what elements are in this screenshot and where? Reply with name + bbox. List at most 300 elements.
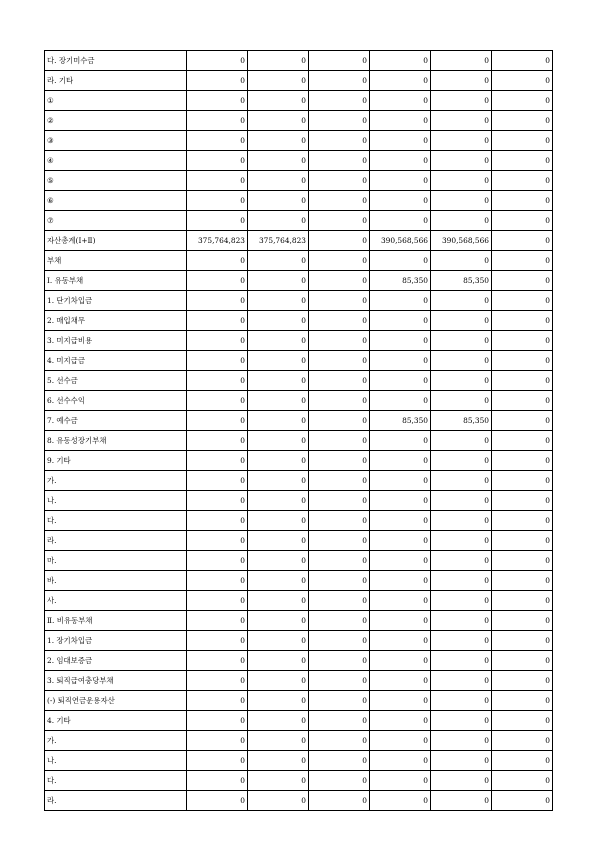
- amount-cell-5: 0: [431, 211, 492, 231]
- table-row: [45, 751, 553, 771]
- amount-cell-5: 0: [431, 711, 492, 731]
- amount-cell-5: 0: [431, 611, 492, 631]
- amount-cell-3: 0: [309, 731, 370, 751]
- amount-cell-3: 0: [309, 231, 370, 251]
- amount-cell-1: 0: [187, 131, 248, 151]
- amount-cell-6: 0: [492, 71, 553, 91]
- row-label: 5. 선수금: [45, 371, 187, 391]
- amount-cell-5: 390,568,566: [431, 231, 492, 251]
- table-row: [45, 331, 553, 351]
- amount-cell-2: 0: [248, 451, 309, 471]
- row-label: 4. 미지급금: [45, 351, 187, 371]
- amount-cell-1: 0: [187, 491, 248, 511]
- table-body: [45, 51, 553, 811]
- amount-cell-4: 0: [370, 371, 431, 391]
- row-label: 다.: [45, 511, 187, 531]
- amount-cell-4: 0: [370, 191, 431, 211]
- table-row: [45, 651, 553, 671]
- amount-cell-1: 0: [187, 731, 248, 751]
- amount-cell-5: 0: [431, 71, 492, 91]
- amount-cell-4: 0: [370, 671, 431, 691]
- table-row: [45, 791, 553, 811]
- amount-cell-6: 0: [492, 531, 553, 551]
- amount-cell-2: 0: [248, 651, 309, 671]
- table-row: [45, 431, 553, 451]
- amount-cell-4: 0: [370, 711, 431, 731]
- table-row: [45, 71, 553, 91]
- amount-cell-4: 0: [370, 211, 431, 231]
- amount-cell-1: 0: [187, 451, 248, 471]
- amount-cell-4: 0: [370, 391, 431, 411]
- financial-statement-table: [44, 50, 553, 811]
- amount-cell-4: 0: [370, 691, 431, 711]
- table-row: [45, 671, 553, 691]
- row-label: 가.: [45, 471, 187, 491]
- amount-cell-3: 0: [309, 311, 370, 331]
- amount-cell-1: 0: [187, 211, 248, 231]
- table-row: [45, 411, 553, 431]
- amount-cell-4: 0: [370, 291, 431, 311]
- amount-cell-5: 0: [431, 571, 492, 591]
- row-label: Ⅰ. 유동부채: [45, 271, 187, 291]
- amount-cell-2: 0: [248, 251, 309, 271]
- amount-cell-2: 0: [248, 611, 309, 631]
- amount-cell-1: 0: [187, 511, 248, 531]
- amount-cell-3: 0: [309, 491, 370, 511]
- amount-cell-6: 0: [492, 291, 553, 311]
- amount-cell-1: 0: [187, 671, 248, 691]
- amount-cell-4: 0: [370, 471, 431, 491]
- amount-cell-4: 0: [370, 351, 431, 371]
- table-row: [45, 511, 553, 531]
- amount-cell-4: 0: [370, 491, 431, 511]
- amount-cell-6: 0: [492, 311, 553, 331]
- amount-cell-5: 0: [431, 171, 492, 191]
- amount-cell-6: 0: [492, 151, 553, 171]
- amount-cell-3: 0: [309, 431, 370, 451]
- amount-cell-4: 0: [370, 131, 431, 151]
- amount-cell-3: 0: [309, 611, 370, 631]
- amount-cell-1: 0: [187, 471, 248, 491]
- amount-cell-2: 0: [248, 131, 309, 151]
- amount-cell-1: 0: [187, 111, 248, 131]
- amount-cell-6: 0: [492, 271, 553, 291]
- amount-cell-5: 0: [431, 251, 492, 271]
- amount-cell-4: 0: [370, 591, 431, 611]
- amount-cell-5: 0: [431, 691, 492, 711]
- amount-cell-1: 0: [187, 51, 248, 71]
- amount-cell-2: 0: [248, 311, 309, 331]
- row-label: Ⅱ. 비유동부채: [45, 611, 187, 631]
- amount-cell-2: 0: [248, 111, 309, 131]
- amount-cell-6: 0: [492, 711, 553, 731]
- amount-cell-4: 0: [370, 551, 431, 571]
- amount-cell-1: 0: [187, 311, 248, 331]
- amount-cell-2: 0: [248, 531, 309, 551]
- amount-cell-1: 0: [187, 771, 248, 791]
- row-label: 사.: [45, 591, 187, 611]
- amount-cell-4: 0: [370, 331, 431, 351]
- table-row: [45, 451, 553, 471]
- row-label: 나.: [45, 751, 187, 771]
- row-label: 7. 예수금: [45, 411, 187, 431]
- amount-cell-4: 0: [370, 731, 431, 751]
- amount-cell-6: 0: [492, 91, 553, 111]
- amount-cell-6: 0: [492, 491, 553, 511]
- amount-cell-1: 0: [187, 91, 248, 111]
- row-label: 라. 기타: [45, 71, 187, 91]
- row-label: 부채: [45, 251, 187, 271]
- amount-cell-1: 0: [187, 371, 248, 391]
- amount-cell-4: 0: [370, 771, 431, 791]
- amount-cell-3: 0: [309, 511, 370, 531]
- amount-cell-6: 0: [492, 111, 553, 131]
- amount-cell-2: 0: [248, 431, 309, 451]
- amount-cell-3: 0: [309, 691, 370, 711]
- amount-cell-4: 0: [370, 171, 431, 191]
- table-row: [45, 231, 553, 251]
- amount-cell-6: 0: [492, 171, 553, 191]
- amount-cell-2: 0: [248, 271, 309, 291]
- amount-cell-3: 0: [309, 551, 370, 571]
- amount-cell-4: 85,350: [370, 411, 431, 431]
- amount-cell-3: 0: [309, 751, 370, 771]
- row-label: ⑦: [45, 211, 187, 231]
- amount-cell-2: 0: [248, 771, 309, 791]
- amount-cell-3: 0: [309, 531, 370, 551]
- amount-cell-2: 375,764,823: [248, 231, 309, 251]
- amount-cell-1: 0: [187, 531, 248, 551]
- amount-cell-6: 0: [492, 691, 553, 711]
- amount-cell-5: 0: [431, 751, 492, 771]
- amount-cell-5: 0: [431, 591, 492, 611]
- amount-cell-6: 0: [492, 731, 553, 751]
- amount-cell-6: 0: [492, 331, 553, 351]
- row-label: 다. 장기미수금: [45, 51, 187, 71]
- amount-cell-4: 0: [370, 511, 431, 531]
- amount-cell-5: 0: [431, 471, 492, 491]
- amount-cell-5: 0: [431, 151, 492, 171]
- amount-cell-3: 0: [309, 391, 370, 411]
- amount-cell-6: 0: [492, 651, 553, 671]
- amount-cell-3: 0: [309, 771, 370, 791]
- amount-cell-5: 0: [431, 451, 492, 471]
- table-row: [45, 291, 553, 311]
- amount-cell-2: 0: [248, 591, 309, 611]
- amount-cell-6: 0: [492, 371, 553, 391]
- row-label: 나.: [45, 491, 187, 511]
- table-row: [45, 371, 553, 391]
- amount-cell-6: 0: [492, 431, 553, 451]
- amount-cell-3: 0: [309, 51, 370, 71]
- amount-cell-6: 0: [492, 211, 553, 231]
- row-label: 라.: [45, 531, 187, 551]
- amount-cell-2: 0: [248, 551, 309, 571]
- amount-cell-1: 0: [187, 151, 248, 171]
- table-row: [45, 131, 553, 151]
- amount-cell-4: 0: [370, 651, 431, 671]
- amount-cell-3: 0: [309, 171, 370, 191]
- amount-cell-3: 0: [309, 451, 370, 471]
- table-row: [45, 351, 553, 371]
- table-row: [45, 91, 553, 111]
- amount-cell-1: 0: [187, 591, 248, 611]
- amount-cell-2: 0: [248, 391, 309, 411]
- amount-cell-3: 0: [309, 571, 370, 591]
- amount-cell-2: 0: [248, 671, 309, 691]
- amount-cell-6: 0: [492, 131, 553, 151]
- amount-cell-6: 0: [492, 791, 553, 811]
- amount-cell-6: 0: [492, 511, 553, 531]
- table-row: [45, 631, 553, 651]
- amount-cell-5: 0: [431, 531, 492, 551]
- table-row: [45, 711, 553, 731]
- amount-cell-4: 0: [370, 111, 431, 131]
- table-row: [45, 51, 553, 71]
- amount-cell-3: 0: [309, 211, 370, 231]
- amount-cell-3: 0: [309, 411, 370, 431]
- amount-cell-6: 0: [492, 471, 553, 491]
- row-label: 다.: [45, 771, 187, 791]
- amount-cell-2: 0: [248, 331, 309, 351]
- amount-cell-6: 0: [492, 451, 553, 471]
- table-row: [45, 531, 553, 551]
- amount-cell-3: 0: [309, 331, 370, 351]
- amount-cell-2: 0: [248, 791, 309, 811]
- amount-cell-4: 0: [370, 531, 431, 551]
- amount-cell-6: 0: [492, 571, 553, 591]
- amount-cell-6: 0: [492, 351, 553, 371]
- amount-cell-5: 0: [431, 131, 492, 151]
- amount-cell-1: 0: [187, 571, 248, 591]
- amount-cell-1: 0: [187, 651, 248, 671]
- amount-cell-6: 0: [492, 231, 553, 251]
- amount-cell-2: 0: [248, 91, 309, 111]
- amount-cell-1: 0: [187, 631, 248, 651]
- amount-cell-1: 0: [187, 431, 248, 451]
- amount-cell-4: 0: [370, 571, 431, 591]
- table-row: [45, 771, 553, 791]
- row-label: 마.: [45, 551, 187, 571]
- row-label: 자산총계(Ⅰ+Ⅱ): [45, 231, 187, 251]
- amount-cell-5: 0: [431, 111, 492, 131]
- amount-cell-2: 0: [248, 151, 309, 171]
- amount-cell-5: 0: [431, 651, 492, 671]
- amount-cell-4: 0: [370, 311, 431, 331]
- amount-cell-2: 0: [248, 571, 309, 591]
- amount-cell-5: 0: [431, 731, 492, 751]
- amount-cell-5: 0: [431, 431, 492, 451]
- amount-cell-3: 0: [309, 471, 370, 491]
- amount-cell-1: 0: [187, 291, 248, 311]
- table-row: [45, 271, 553, 291]
- table-row: [45, 731, 553, 751]
- table-row: [45, 571, 553, 591]
- amount-cell-4: 0: [370, 431, 431, 451]
- amount-cell-1: 0: [187, 191, 248, 211]
- amount-cell-3: 0: [309, 291, 370, 311]
- row-label: ⑥: [45, 191, 187, 211]
- amount-cell-4: 0: [370, 91, 431, 111]
- amount-cell-6: 0: [492, 751, 553, 771]
- amount-cell-1: 0: [187, 71, 248, 91]
- row-label: (-) 퇴직연금운용자산: [45, 691, 187, 711]
- amount-cell-1: 0: [187, 331, 248, 351]
- amount-cell-3: 0: [309, 111, 370, 131]
- amount-cell-1: 0: [187, 351, 248, 371]
- amount-cell-3: 0: [309, 791, 370, 811]
- row-label: 1. 장기차입금: [45, 631, 187, 651]
- amount-cell-2: 0: [248, 191, 309, 211]
- amount-cell-2: 0: [248, 511, 309, 531]
- amount-cell-6: 0: [492, 191, 553, 211]
- amount-cell-4: 85,350: [370, 271, 431, 291]
- amount-cell-5: 0: [431, 671, 492, 691]
- row-label: 8. 유동성장기부채: [45, 431, 187, 451]
- amount-cell-6: 0: [492, 551, 553, 571]
- amount-cell-5: 0: [431, 51, 492, 71]
- amount-cell-1: 0: [187, 271, 248, 291]
- row-label: ③: [45, 131, 187, 151]
- amount-cell-2: 0: [248, 631, 309, 651]
- row-label: ④: [45, 151, 187, 171]
- amount-cell-6: 0: [492, 771, 553, 791]
- row-label: ⑤: [45, 171, 187, 191]
- amount-cell-3: 0: [309, 711, 370, 731]
- table-row: [45, 211, 553, 231]
- amount-cell-5: 0: [431, 371, 492, 391]
- amount-cell-5: 85,350: [431, 411, 492, 431]
- amount-cell-2: 0: [248, 711, 309, 731]
- row-label: 2. 임대보증금: [45, 651, 187, 671]
- amount-cell-1: 0: [187, 551, 248, 571]
- amount-cell-2: 0: [248, 71, 309, 91]
- amount-cell-1: 0: [187, 691, 248, 711]
- amount-cell-2: 0: [248, 211, 309, 231]
- row-label: 바.: [45, 571, 187, 591]
- amount-cell-6: 0: [492, 51, 553, 71]
- amount-cell-3: 0: [309, 631, 370, 651]
- amount-cell-3: 0: [309, 191, 370, 211]
- amount-cell-2: 0: [248, 411, 309, 431]
- amount-cell-2: 0: [248, 731, 309, 751]
- amount-cell-2: 0: [248, 751, 309, 771]
- amount-cell-6: 0: [492, 611, 553, 631]
- amount-cell-5: 0: [431, 191, 492, 211]
- table-row: [45, 491, 553, 511]
- amount-cell-6: 0: [492, 391, 553, 411]
- table-row: [45, 591, 553, 611]
- amount-cell-4: 0: [370, 251, 431, 271]
- amount-cell-6: 0: [492, 251, 553, 271]
- table-row: [45, 151, 553, 171]
- amount-cell-2: 0: [248, 171, 309, 191]
- amount-cell-4: 0: [370, 51, 431, 71]
- amount-cell-3: 0: [309, 151, 370, 171]
- table-row: [45, 171, 553, 191]
- table-row: [45, 391, 553, 411]
- row-label: ②: [45, 111, 187, 131]
- amount-cell-5: 0: [431, 331, 492, 351]
- amount-cell-5: 0: [431, 491, 492, 511]
- amount-cell-1: 0: [187, 611, 248, 631]
- row-label: 4. 기타: [45, 711, 187, 731]
- amount-cell-1: 0: [187, 251, 248, 271]
- amount-cell-5: 0: [431, 391, 492, 411]
- amount-cell-5: 0: [431, 791, 492, 811]
- amount-cell-1: 375,764,823: [187, 231, 248, 251]
- amount-cell-2: 0: [248, 691, 309, 711]
- amount-cell-3: 0: [309, 251, 370, 271]
- amount-cell-2: 0: [248, 291, 309, 311]
- amount-cell-1: 0: [187, 751, 248, 771]
- amount-cell-1: 0: [187, 791, 248, 811]
- amount-cell-5: 0: [431, 551, 492, 571]
- table-row: [45, 471, 553, 491]
- amount-cell-3: 0: [309, 91, 370, 111]
- amount-cell-5: 0: [431, 311, 492, 331]
- amount-cell-2: 0: [248, 51, 309, 71]
- row-label: 3. 퇴직급여충당부채: [45, 671, 187, 691]
- row-label: 라.: [45, 791, 187, 811]
- amount-cell-6: 0: [492, 671, 553, 691]
- amount-cell-5: 0: [431, 771, 492, 791]
- amount-cell-6: 0: [492, 631, 553, 651]
- amount-cell-1: 0: [187, 391, 248, 411]
- row-label: ①: [45, 91, 187, 111]
- amount-cell-5: 0: [431, 351, 492, 371]
- amount-cell-3: 0: [309, 671, 370, 691]
- amount-cell-3: 0: [309, 351, 370, 371]
- row-label: 3. 미지급비용: [45, 331, 187, 351]
- row-label: 1. 단기차입금: [45, 291, 187, 311]
- amount-cell-5: 0: [431, 91, 492, 111]
- amount-cell-1: 0: [187, 171, 248, 191]
- amount-cell-2: 0: [248, 371, 309, 391]
- amount-cell-4: 0: [370, 791, 431, 811]
- amount-cell-3: 0: [309, 651, 370, 671]
- table-row: [45, 611, 553, 631]
- amount-cell-3: 0: [309, 71, 370, 91]
- row-label: 가.: [45, 731, 187, 751]
- table-row: [45, 251, 553, 271]
- table-row: [45, 191, 553, 211]
- amount-cell-4: 0: [370, 451, 431, 471]
- amount-cell-2: 0: [248, 471, 309, 491]
- amount-cell-3: 0: [309, 131, 370, 151]
- amount-cell-1: 0: [187, 711, 248, 731]
- amount-cell-3: 0: [309, 591, 370, 611]
- amount-cell-4: 0: [370, 611, 431, 631]
- amount-cell-5: 0: [431, 291, 492, 311]
- amount-cell-4: 0: [370, 631, 431, 651]
- amount-cell-2: 0: [248, 491, 309, 511]
- amount-cell-6: 0: [492, 591, 553, 611]
- amount-cell-5: 0: [431, 511, 492, 531]
- amount-cell-5: 85,350: [431, 271, 492, 291]
- table-row: [45, 111, 553, 131]
- amount-cell-4: 0: [370, 71, 431, 91]
- amount-cell-3: 0: [309, 271, 370, 291]
- row-label: 6. 선수수익: [45, 391, 187, 411]
- amount-cell-4: 0: [370, 751, 431, 771]
- amount-cell-2: 0: [248, 351, 309, 371]
- table-row: [45, 691, 553, 711]
- table-row: [45, 551, 553, 571]
- amount-cell-5: 0: [431, 631, 492, 651]
- amount-cell-1: 0: [187, 411, 248, 431]
- table-row: [45, 311, 553, 331]
